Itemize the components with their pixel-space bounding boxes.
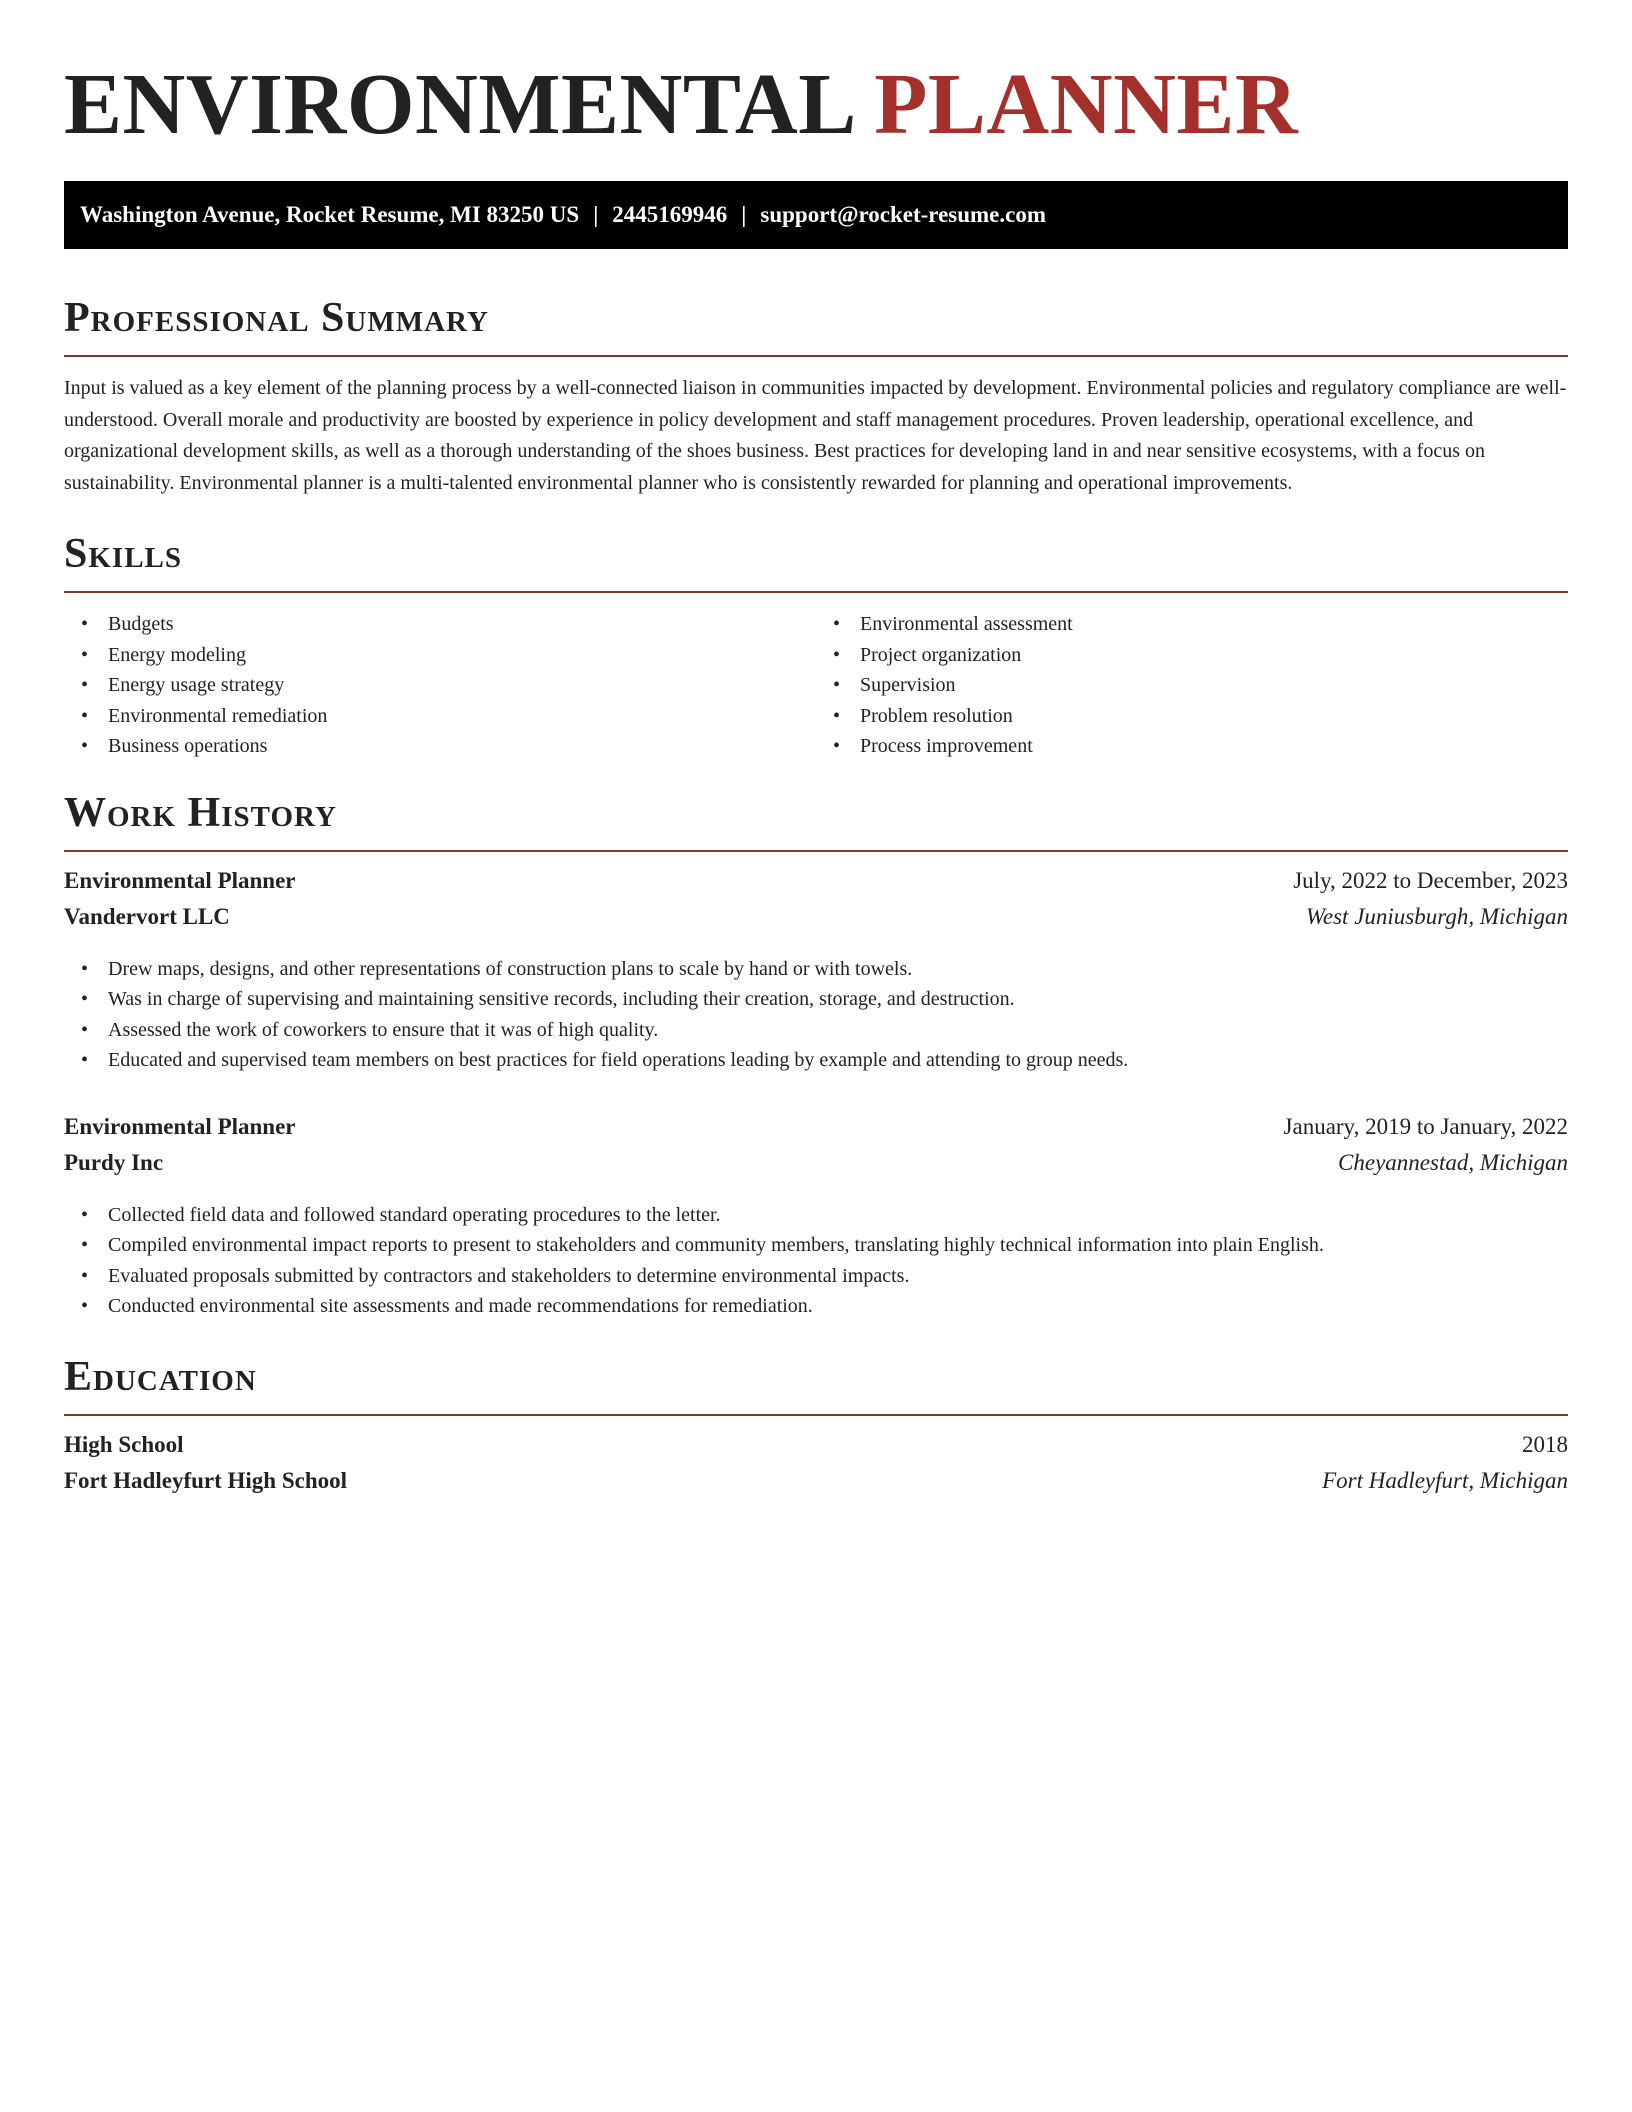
education-location: Fort Hadleyfurt, Michigan [1322, 1467, 1568, 1493]
name-first: ENVIRONMENTAL [64, 55, 852, 152]
job-entry [64, 1114, 1568, 1322]
education-header-row [64, 1432, 1568, 1468]
skill-item: • Problem resolution [860, 701, 1568, 732]
job-company-row [64, 1150, 1568, 1186]
skill-item: • Business operations [108, 731, 816, 762]
skill-item: • Environmental assessment [860, 609, 1568, 640]
education-degree: High School [64, 1431, 184, 1457]
summary-section [64, 293, 1568, 499]
resume-page [64, 0, 1568, 1504]
section-divider [64, 1414, 1568, 1416]
skill-item: • Environmental remediation [108, 701, 816, 732]
section-title-education: Education [64, 1353, 257, 1400]
skill-item: • Energy modeling [108, 640, 816, 671]
contact-address: Washington Avenue, Rocket Resume, MI 83250 US [80, 202, 580, 227]
job-location: Cheyannestad, Michigan [1338, 1149, 1568, 1175]
education-entry [64, 1432, 1568, 1504]
job-role: Environmental Planner [64, 1113, 296, 1139]
contact-phone: 2445169946 [612, 202, 728, 227]
work-history-section [64, 788, 1568, 1322]
skill-item: • Project organization [860, 640, 1568, 671]
section-divider [64, 591, 1568, 593]
job-dates: July, 2022 to December, 2023 [1293, 867, 1568, 893]
job-bullet: • Drew maps, designs, and other representations of construction plans to scale by hand or with towels. [108, 954, 1568, 985]
contact-separator: | [741, 202, 747, 227]
job-location: West Juniusburgh, Michigan [1305, 903, 1568, 929]
job-bullet: • Educated and supervised team members on best practices for field operations leading by example and attending to group needs. [108, 1045, 1568, 1076]
job-bullet: • Assessed the work of coworkers to ensure that it was of high quality. [108, 1015, 1568, 1046]
skills-section [64, 529, 1568, 762]
skills-list-right [816, 609, 1568, 762]
job-header-row [64, 1114, 1568, 1150]
education-school-row [64, 1468, 1568, 1504]
name-last: PLANNER [874, 55, 1299, 152]
job-bullets [64, 1200, 1568, 1322]
skills-grid [64, 609, 1568, 762]
education-school: Fort Hadleyfurt High School [64, 1467, 348, 1493]
job-header-row [64, 868, 1568, 904]
job-company: Vandervort LLC [64, 903, 230, 929]
job-bullet: • Conducted environmental site assessments and made recommendations for remediation. [108, 1291, 1568, 1322]
job-role: Environmental Planner [64, 867, 296, 893]
section-title-work-history: Work History [64, 789, 337, 836]
education-year: 2018 [1522, 1431, 1568, 1457]
skill-item: • Process improvement [860, 731, 1568, 762]
job-company-row [64, 904, 1568, 940]
contact-bar [64, 181, 1568, 249]
resume-name [64, 0, 1568, 151]
skills-list-left [64, 609, 816, 762]
job-bullets [64, 954, 1568, 1076]
section-divider [64, 850, 1568, 852]
job-dates: January, 2019 to January, 2022 [1283, 1113, 1568, 1139]
section-title-skills: Skills [64, 531, 183, 577]
skill-item: • Energy usage strategy [108, 670, 816, 701]
skill-item: • Budgets [108, 609, 816, 640]
job-entry [64, 868, 1568, 1076]
education-section [64, 1352, 1568, 1504]
section-divider [64, 355, 1568, 357]
skill-item: • Supervision [860, 670, 1568, 701]
contact-email: support@rocket-resume.com [760, 202, 1047, 227]
job-company: Purdy Inc [64, 1149, 164, 1175]
summary-text: Input is valued as a key element of the planning process by a well-connected liaison in communities impacted by development. Environmental policies and regulatory compliance are well-understood. Overall morale and productivity are boosted by experience in policy development and staff management procedures. Proven leadership, operational excellence, and organizational development skills, as well as a thorough understanding of the shoes business. Best practices for developing land in and near sensitive ecosystems, with a focus on sustainability. Environmental planner is a multi-talented environmental planner who is consistently rewarded for planning and operational improvements. [64, 377, 1567, 494]
section-title-summary: Professional Summary [64, 295, 489, 341]
job-bullet: • Collected field data and followed standard operating procedures to the letter. [108, 1200, 1568, 1231]
job-bullet: • Was in charge of supervising and maintaining sensitive records, including their creation, storage, and destruction. [108, 984, 1568, 1015]
contact-separator: | [593, 202, 599, 227]
job-bullet: • Compiled environmental impact reports to present to stakeholders and community members, translating highly technical information into plain English. [108, 1230, 1568, 1261]
job-bullet: • Evaluated proposals submitted by contractors and stakeholders to determine environmental impacts. [108, 1261, 1568, 1292]
